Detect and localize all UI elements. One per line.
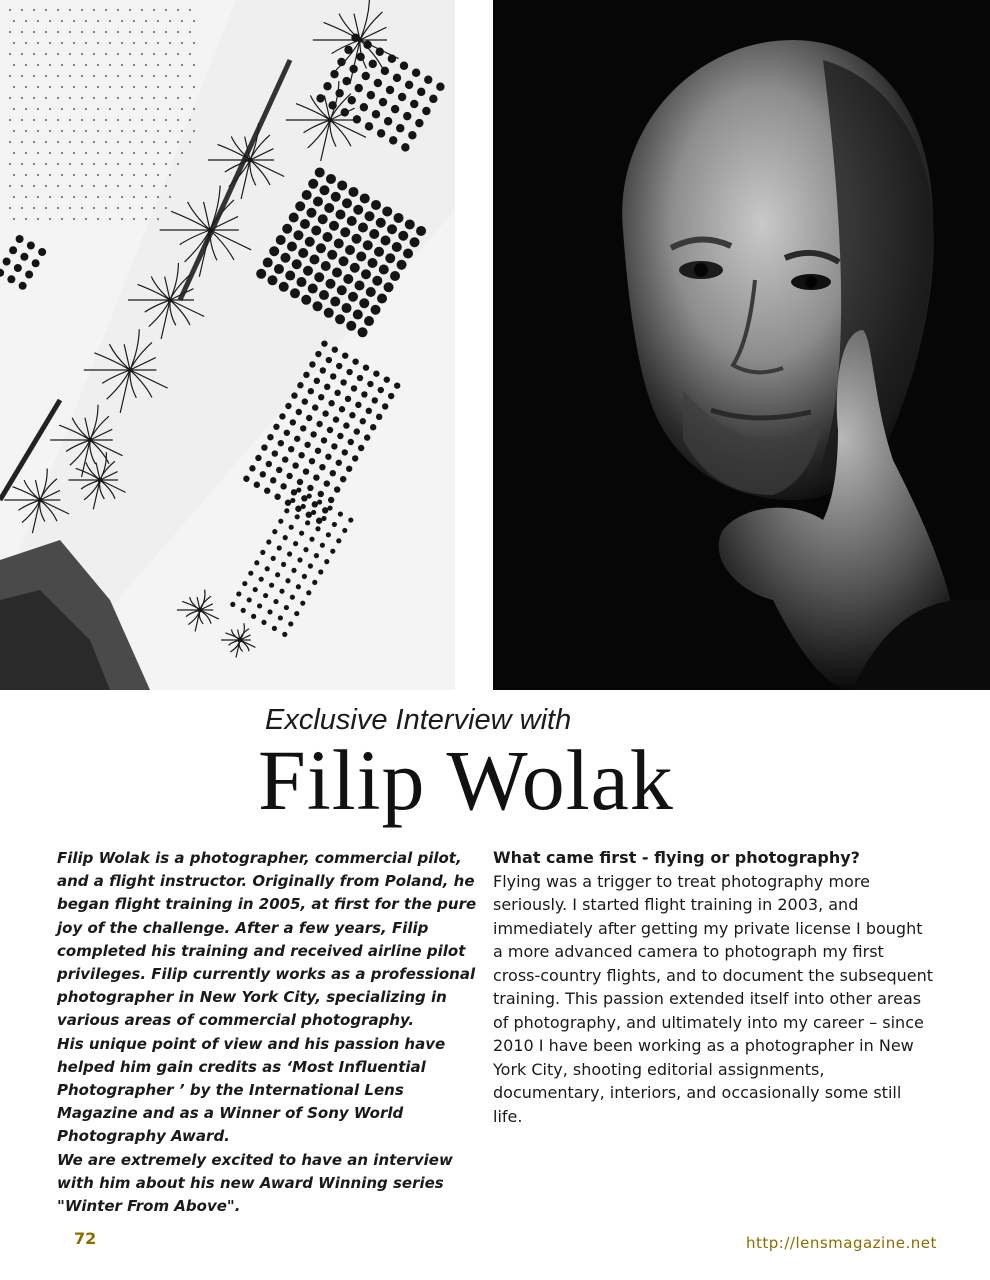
interview-question: What came first - flying or photography? xyxy=(493,848,860,867)
filip-wolak-portrait xyxy=(493,0,990,690)
headline-name: Filip Wolak xyxy=(258,732,674,828)
aerial-winter-trees-photo xyxy=(0,0,455,690)
intro-column xyxy=(57,847,477,1218)
intro-paragraph-series: We are extremely excited to have an interview with him about his new Award Winning series "Winter From Above". xyxy=(57,1150,453,1216)
qa-column xyxy=(493,846,933,1128)
intro-paragraph-bio: Filip Wolak is a photographer, commercial pilot, and a flight instructor. Originally from Poland, he began flight training in 2005, at first for the pure joy of the challenge. After a few years, Filip completed his training and received airline pilot privileges. Filip currently works as a professional photographer in New York City, specializing in various areas of commercial photography. xyxy=(57,849,477,1030)
kicker-title: Exclusive Interview with xyxy=(265,704,572,736)
intro-paragraph-credits: His unique point of view and his passion have helped him gain credits as ‘Most Influential Photographer ’ by the International Lens Magazine and as a Winner of Sony World Photography Award. xyxy=(57,1034,446,1146)
page-number: 72 xyxy=(74,1229,97,1248)
website-url[interactable]: http://lensmagazine.net xyxy=(746,1234,937,1252)
interview-answer: Flying was a trigger to treat photography more seriously. I started flight training in 2003, and immediately after getting my private license I bought a more advanced camera to photograph my first cross-country flights, and to document the subsequent training. This passion extended itself into other areas of photography, and ultimately into my career – since 2010 I have been working as a photographer in New York City, shooting editorial assignments, documentary, interiors, and occasionally some still life. xyxy=(493,871,933,1126)
